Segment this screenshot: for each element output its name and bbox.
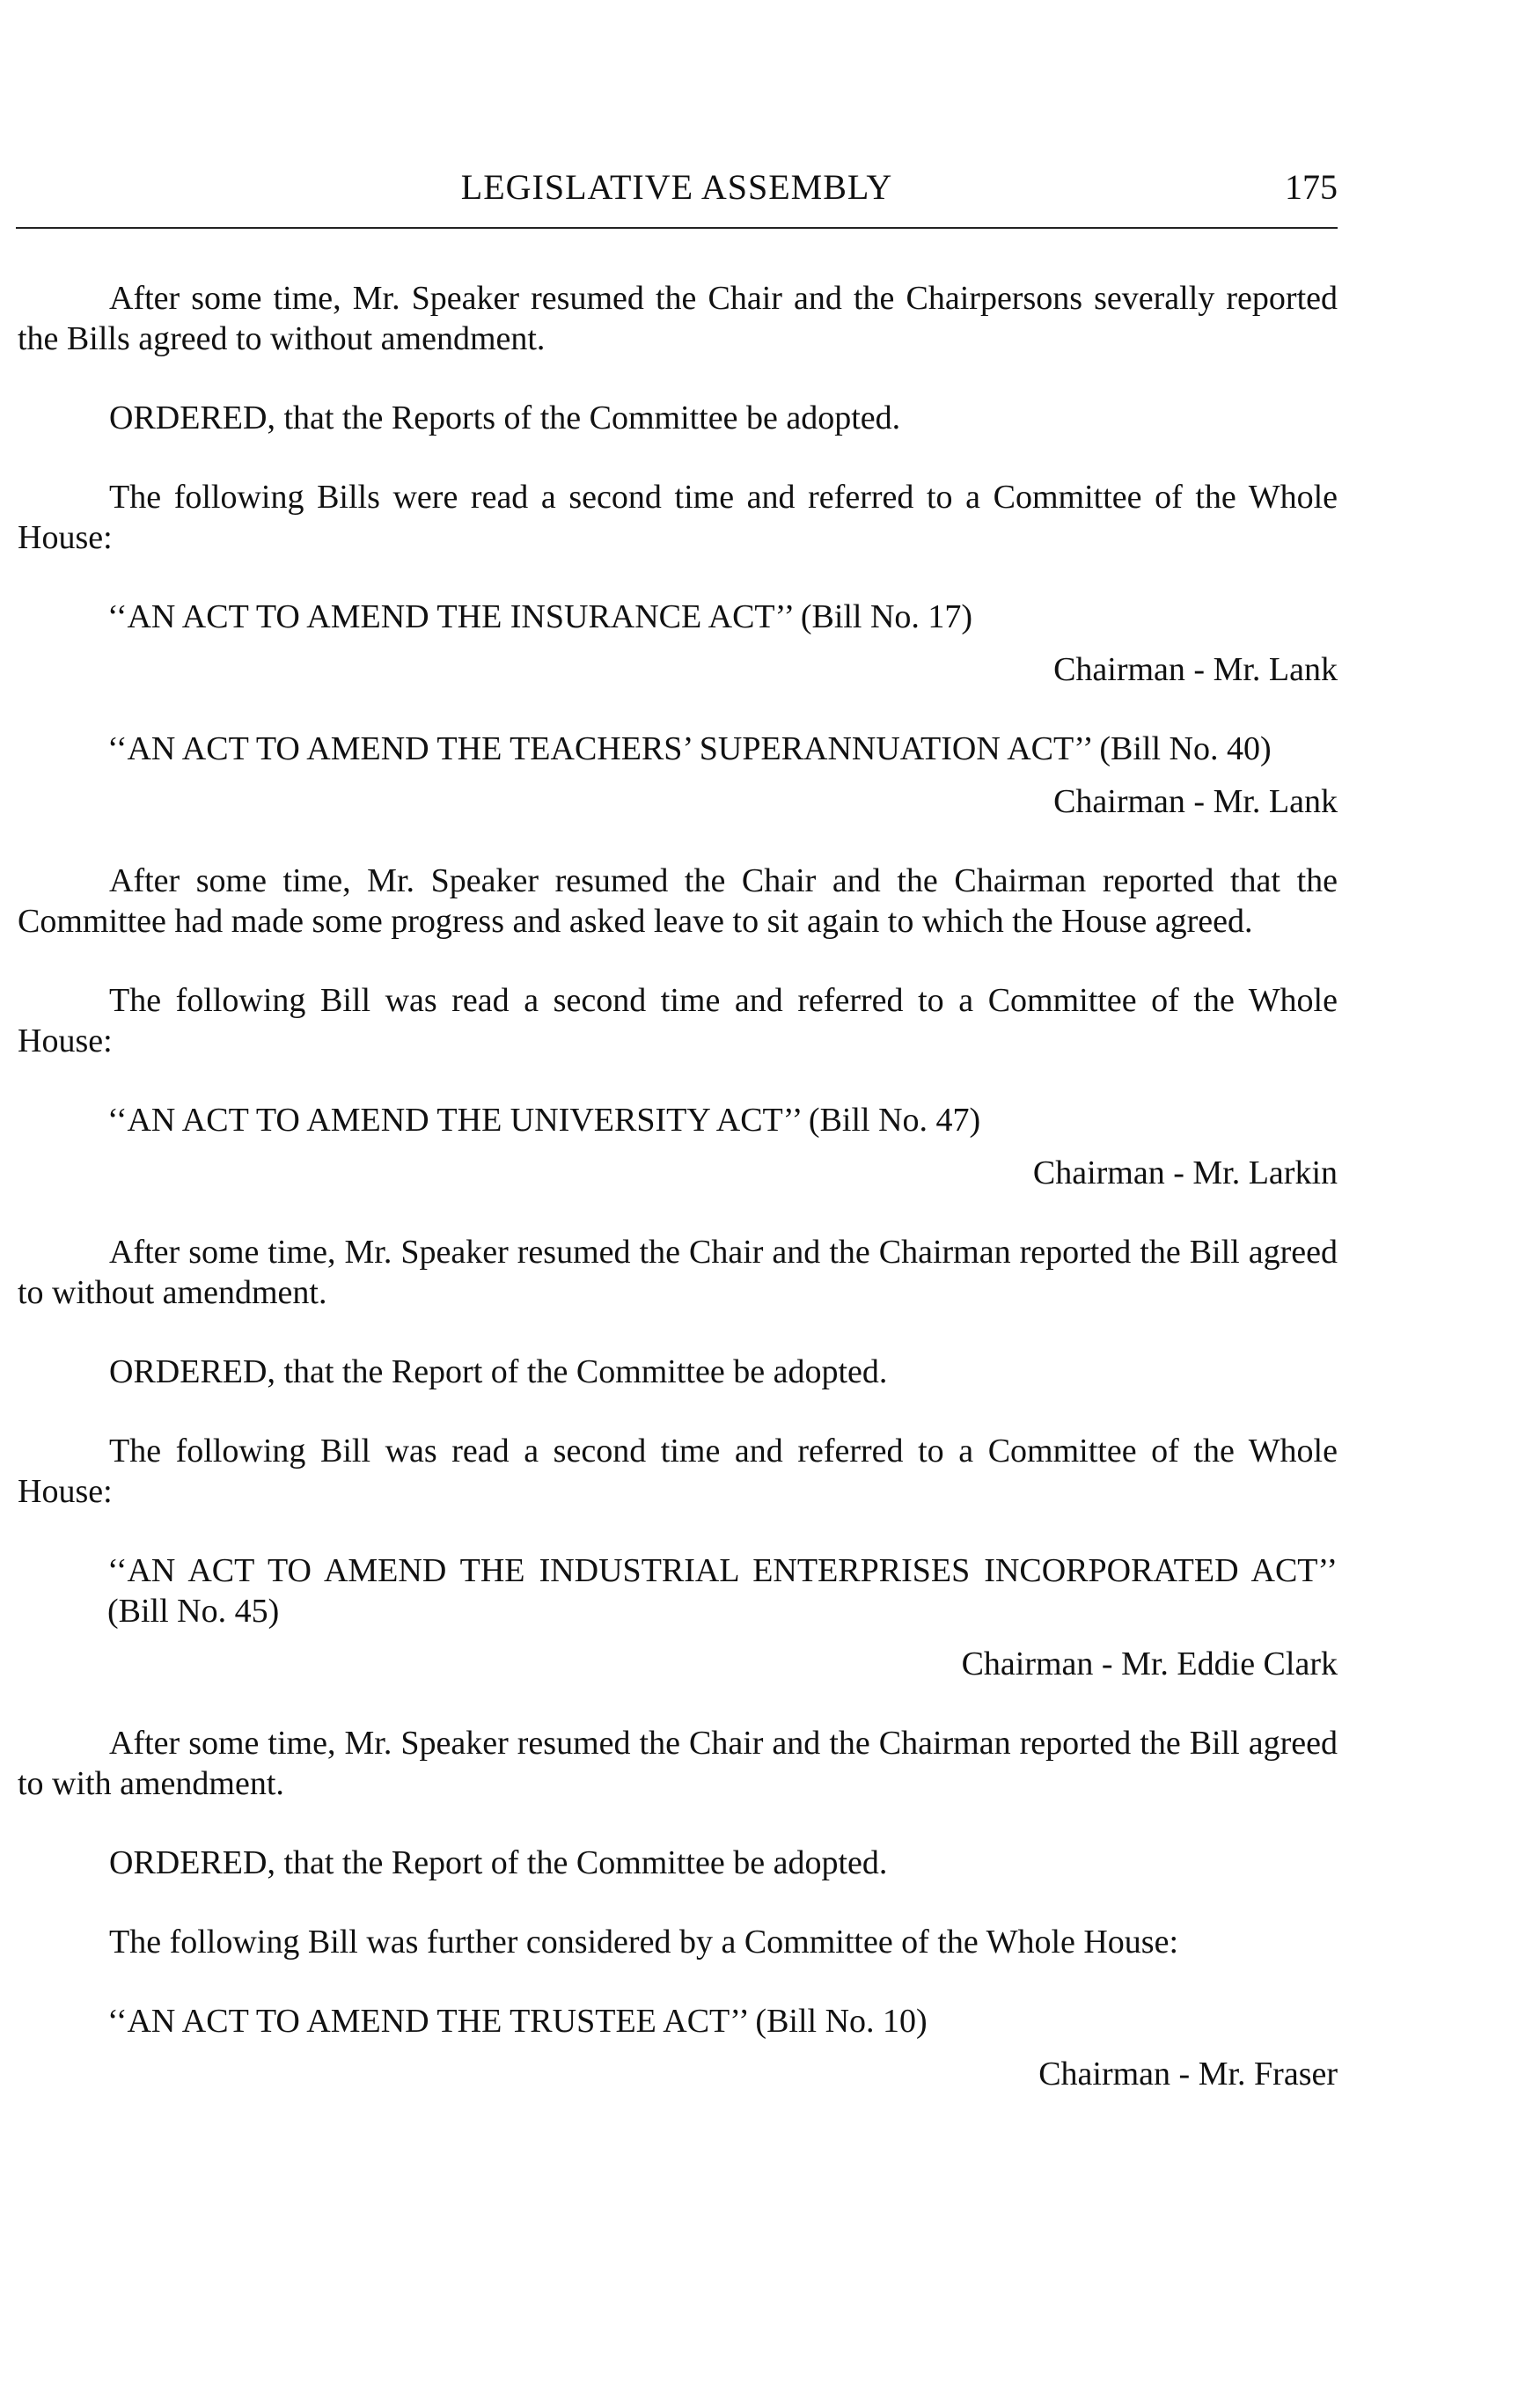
paragraph: The following Bills were read a second time and referred to a Committee of the Whole House: [18,479,1338,556]
paragraph: After some time, Mr. Speaker resumed the Chair and the Chairman reported the Bill agreed to without amendment. [18,1234,1338,1311]
page-number: 175 [1285,167,1338,207]
bill-title: ‘‘AN ACT TO AMEND THE INSURANCE ACT’’ (Bill No. 17) [107,598,973,635]
paragraph: The following Bill was further considered by a Committee of the Whole House: [109,1924,1179,1961]
bill-title: ‘‘AN ACT TO AMEND THE INDUSTRIAL ENTERPRISES INCORPORATED ACT’’ (Bill No. 45) [107,1552,1338,1630]
paragraph: ORDERED, that the Report of the Committee be adopted. [109,1844,888,1881]
bill-title: ‘‘AN ACT TO AMEND THE TEACHERS’ SUPERANNUATION ACT’’ (Bill No. 40) [107,730,1272,767]
committee-chairman: Chairman - Mr. Lank [1053,651,1338,688]
committee-chairman: Chairman - Mr. Larkin [1032,1154,1338,1191]
committee-chairman: Chairman - Mr. Lank [1053,783,1338,820]
paragraph: ORDERED, that the Report of the Committee be adopted. [109,1353,888,1390]
bill-title: ‘‘AN ACT TO AMEND THE TRUSTEE ACT’’ (Bill No. 10) [107,2003,928,2040]
committee-chairman: Chairman - Mr. Fraser [1038,2056,1338,2093]
bill-title: ‘‘AN ACT TO AMEND THE UNIVERSITY ACT’’ (Bill No. 47) [107,1102,981,1139]
paragraph: The following Bill was read a second time and referred to a Committee of the Whole House: [18,1433,1338,1510]
paragraph: After some time, Mr. Speaker resumed the Chair and the Chairman reported that the Committee had made some progress and asked leave to sit again to which the House agreed. [18,862,1338,940]
header-title: LEGISLATIVE ASSEMBLY [460,167,893,207]
body-text [18,278,1338,2133]
header-rule [16,227,1338,229]
committee-chairman: Chairman - Mr. Eddie Clark [961,1645,1338,1682]
paragraph: ORDERED, that the Reports of the Committee be adopted. [109,399,901,436]
paragraph: The following Bill was read a second time and referred to a Committee of the Whole House: [18,982,1338,1059]
paragraph: After some time, Mr. Speaker resumed the Chair and the Chairpersons severally reported the Bills agreed to without amendment. [18,280,1338,357]
paragraph: After some time, Mr. Speaker resumed the Chair and the Chairman reported the Bill agreed to with amendment. [18,1725,1338,1802]
running-header [16,165,1338,215]
